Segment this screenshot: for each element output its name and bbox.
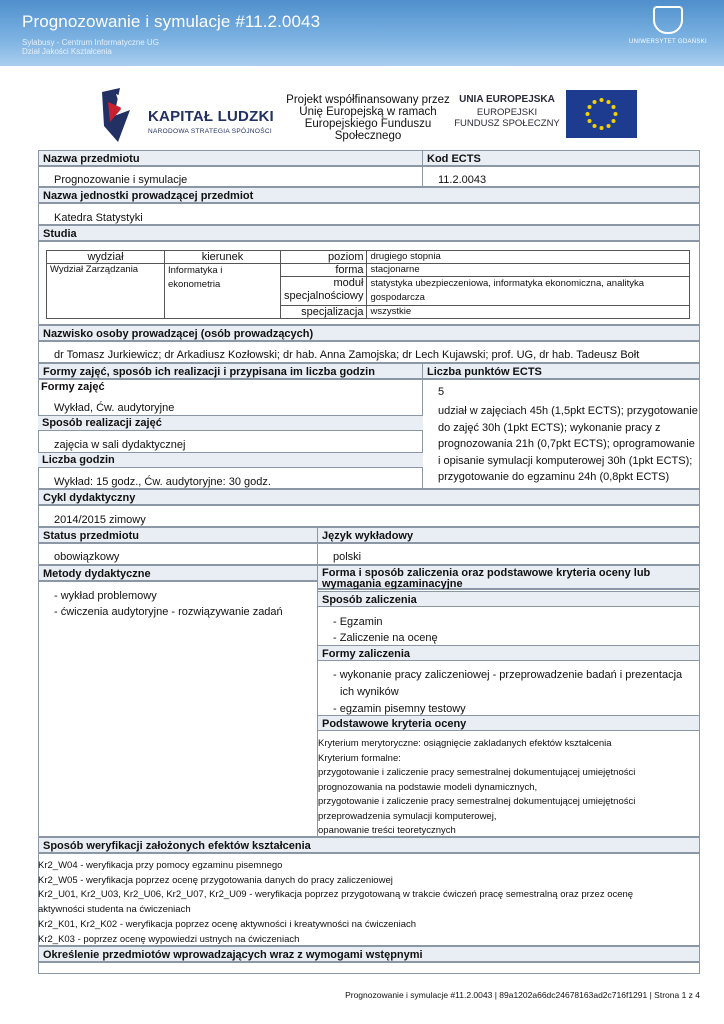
studies-table	[46, 250, 690, 319]
criteria-line: Kryterium formalne:	[318, 752, 401, 764]
form-type-label: Formy zajęć	[41, 381, 105, 393]
status-value: obowiązkowy	[54, 551, 120, 563]
subject-name-label: Nazwa przedmiotu	[38, 150, 423, 166]
cycle-label: Cykl dydaktyczny	[38, 489, 700, 505]
st-wydzial-header: wydział	[47, 251, 165, 264]
kl-title: KAPITAŁ LUDZKI	[148, 108, 274, 125]
pass-method-label: Sposób zaliczenia	[317, 591, 700, 607]
ects-points-breakdown	[438, 403, 698, 486]
verification-line: Kr2_K03 - poprzez ocenę wypowiedzi ustnych na ćwiczeniach	[38, 933, 300, 945]
ue-text	[454, 94, 560, 129]
status-label: Status przedmiotu	[38, 527, 318, 543]
st-forma-label: forma	[281, 264, 367, 277]
pass-forms-list	[333, 667, 682, 718]
prerequisites-label: Określenie przedmiotów wprowadzających wraz z wymogami wstępnymi	[38, 946, 700, 962]
ects-line: i opisanie symulacji komputerowej 30h (1pkt ECTS);	[438, 454, 693, 467]
st-modul-line1: statystyka ubezpieczeniowa, informatyka ekonomiczna, analityka	[370, 278, 645, 289]
ue-line2: EUROPEJSKI	[476, 107, 538, 118]
st-spec-value: wszystkie	[367, 306, 690, 319]
kl-star-icon	[100, 86, 134, 144]
verification-line: Kr2_W04 - weryfikacja przy pomocy egzaminu pisemnego	[38, 860, 283, 871]
st-kierunek-value	[165, 264, 281, 319]
st-poziom-value: drugiego stopnia	[367, 251, 690, 264]
st-modul-line2: gospodarcza	[370, 292, 425, 303]
criteria-line: Kryterium merytoryczne: osiągnięcie zakladanych efektów kształcenia	[318, 738, 612, 749]
ug-logo	[626, 6, 710, 45]
ects-code-label: Kod ECTS	[422, 150, 700, 166]
cycle-value: 2014/2015 zimowy	[54, 514, 146, 526]
kl-sub: NARODOWA STRATEGIA SPÓJNOŚCI	[148, 128, 272, 135]
ug-shield-icon	[653, 6, 683, 34]
method-item: - ćwiczenia audytoryjne - rozwiązywanie zadań	[54, 606, 283, 618]
st-kierunek-line2: ekonometria	[168, 279, 221, 290]
st-modul-label2: specjalnościowy	[284, 290, 364, 302]
criteria-label: Podstawowe kryteria oceny	[317, 715, 700, 731]
method-item: - wykład problemowy	[54, 590, 157, 602]
st-modul-label1: moduł	[333, 277, 364, 289]
ects-code-value: 11.2.0043	[438, 174, 487, 186]
eu-flag-icon	[566, 90, 637, 138]
ects-line: do zajęć 30h (1pkt ECTS); wykonanie pracy z	[438, 421, 661, 434]
ue-line3: FUNDUSZ SPOŁECZNY	[454, 118, 560, 129]
st-modul-value	[367, 277, 690, 306]
header-sub2: Dział Jakości Kształcenia	[22, 47, 112, 56]
ects-line: prognozowania 21h (0,7pkt ECTS); oprogramowanie	[438, 438, 695, 450]
teachers-value: dr Tomasz Jurkiewicz; dr Arkadiusz Kozłowski; dr hab. Anna Zamojska; dr Lech Kujawski; prof. UG, dr hab. Tadeusz Bołt	[54, 349, 640, 361]
studies-label: Studia	[38, 225, 700, 241]
pass-form-item: ich wyników	[340, 686, 399, 698]
page-footer: Prognozowanie i symulacje #11.2.0043 | 89a1202a66dc24678163ad2c716f1291 | Strona 1 z 4	[345, 990, 700, 1000]
st-kierunek-line1: Informatyka i	[168, 265, 223, 276]
ects-line: przygotowanie do egzaminu 24h (0,8pkt ECTS)	[438, 471, 670, 483]
realization-label: Sposób realizacji zajęć	[42, 417, 162, 429]
ects-points-label: Liczba punktów ECTS	[422, 363, 700, 379]
assessment-label: Forma i sposób zaliczenia oraz podstawowe kryteria oceny lub wymagania egzaminacyjne	[317, 565, 700, 589]
forms-box	[38, 379, 423, 489]
criteria-line: przeprowadzenia symulacji komputerowej,	[318, 810, 497, 822]
pass-form-item: - egzamin pisemny testowy	[333, 703, 466, 715]
unit-label: Nazwa jednostki prowadzącej przedmiot	[38, 187, 700, 203]
realization-value: zajęcia w sali dydaktycznej	[54, 439, 186, 451]
hours-value: Wykład: 15 godz., Ćw. audytoryjne: 30 godz.	[54, 476, 271, 488]
criteria-line: prognozowania na podstawie modeli dynamicznych,	[318, 781, 538, 793]
methods-label: Metody dydaktyczne	[38, 565, 318, 581]
language-box	[317, 543, 700, 565]
criteria-line: przygotowanie i zaliczenie pracy semestralnej dokumentującej umiejętności	[318, 767, 636, 778]
pass-forms-label: Formy zaliczenia	[317, 645, 700, 661]
kapital-ludzki-logo	[100, 86, 290, 146]
prerequisites-box	[38, 962, 700, 974]
hours-label: Liczba godzin	[42, 454, 115, 466]
st-spec-label: specjalizacja	[281, 306, 367, 319]
language-label: Język wykładowy	[317, 527, 700, 543]
st-modul-label	[281, 277, 367, 306]
logo-strip	[0, 80, 724, 150]
language-value: polski	[333, 551, 362, 563]
pass-form-item: - wykonanie pracy zaliczeniowej - przeprowadzenie badań i prezentacja	[333, 669, 683, 681]
subject-name-value: Prognozowanie i symulacje	[54, 174, 188, 186]
st-wydzial-value: Wydział Zarządzania	[47, 264, 165, 319]
verification-line: Kr2_K01, Kr2_K02 - weryfikacja poprzez ocenę aktywności i kreatywności na ćwiczeniach	[38, 918, 417, 930]
ects-points-value: 5	[438, 386, 445, 398]
page-title: Prognozowanie i symulacje #11.2.0043	[22, 12, 321, 31]
header-sub1: Sylabusy - Centrum Informatyczne UG	[22, 38, 159, 47]
criteria-line: opanowanie treści teoretycznych	[318, 825, 456, 836]
page-header	[0, 0, 724, 66]
verification-label: Sposób weryfikacji założonych efektów kształcenia	[38, 837, 700, 853]
verification-line: Kr2_W05 - weryfikacja poprzez ocenę przygotowania danych do pracy zaliczeniowej	[38, 874, 393, 886]
ects-line: udział w zajęciach 45h (1,5pkt ECTS); przygotowanie	[438, 405, 698, 417]
methods-list	[54, 588, 283, 620]
form-type-value: Wykład, Ćw. audytoryjne	[54, 402, 175, 414]
ug-name: UNIWERSYTET GDAŃSKI	[629, 39, 707, 45]
pass-method-list	[333, 614, 438, 646]
criteria-list	[318, 737, 635, 839]
verification-line: Kr2_U01, Kr2_U03, Kr2_U06, Kr2_U07, Kr2_U09 - weryfikacja poprzez przygotowaną w trakcie ćwiczeń pracę semestralną oraz przez ocenę	[38, 889, 634, 901]
forms-label: Formy zajęć, sposób ich realizacji i przypisana im liczba godzin	[38, 363, 423, 379]
pass-method-item: - Egzamin	[333, 616, 383, 628]
st-kierunek-header: kierunek	[165, 251, 281, 264]
st-poziom-label: poziom	[281, 251, 367, 264]
st-forma-value: stacjonarne	[367, 264, 690, 277]
ue-line1: UNIA EUROPEJSKA	[459, 94, 555, 105]
teachers-label: Nazwisko osoby prowadzącej (osób prowadzących)	[38, 325, 700, 341]
verification-list	[38, 859, 633, 947]
criteria-line: przygotowanie i zaliczenie pracy semestralnej dokumentującej umiejętności	[318, 796, 636, 807]
pass-method-item: - Zaliczenie na ocenę	[333, 632, 438, 644]
project-text: Projekt współfinansowany przez Unię Europejską w ramach Europejskiego Funduszu Społecznego	[286, 94, 450, 142]
verification-line: aktywności studenta na ćwiczeniach	[38, 904, 191, 916]
unit-value: Katedra Statystyki	[54, 212, 143, 224]
